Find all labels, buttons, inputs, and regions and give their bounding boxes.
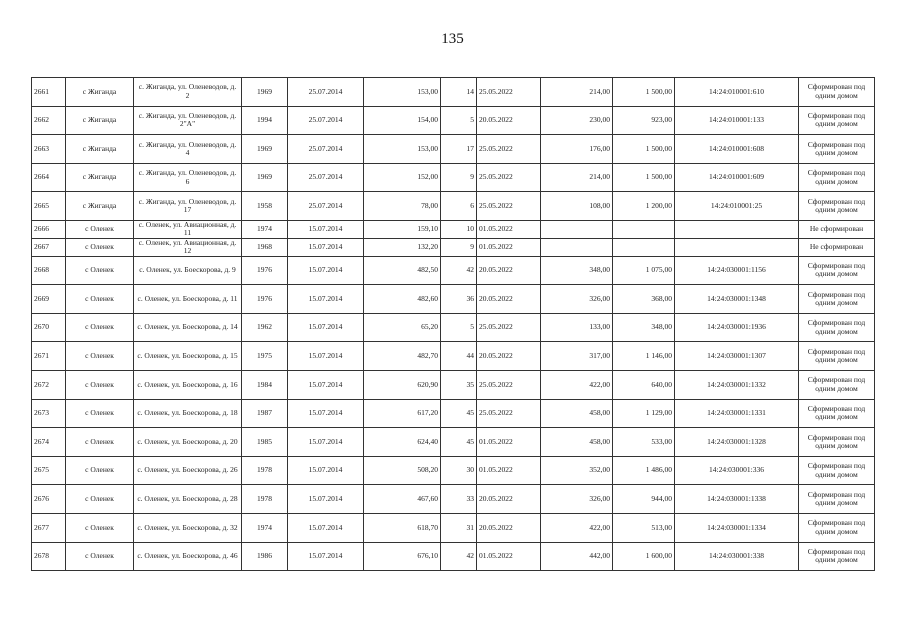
- build-year-cell: 1969: [242, 78, 288, 107]
- status-cell: Сформирован под одним домом: [799, 106, 875, 135]
- area-cell: 159,10: [364, 220, 441, 238]
- value-cell: 326,00: [541, 485, 613, 514]
- settlement-cell: с Оленек: [66, 485, 134, 514]
- build-year-cell: 1969: [242, 163, 288, 192]
- count-cell: 30: [441, 456, 477, 485]
- address-cell: с. Оленек, ул. Боескорова, д. 26: [134, 456, 242, 485]
- build-year-cell: 1968: [242, 238, 288, 256]
- count-cell: 33: [441, 485, 477, 514]
- settlement-cell: с Жиганда: [66, 106, 134, 135]
- date-cell: 20.05.2022: [477, 285, 541, 314]
- table-row: [32, 285, 875, 314]
- count-cell: 5: [441, 313, 477, 342]
- page-number: 135: [441, 31, 464, 47]
- value-cell: 317,00: [541, 342, 613, 371]
- registration-date-cell: 25.07.2014: [288, 78, 364, 107]
- date-cell: 25.05.2022: [477, 192, 541, 221]
- settlement-cell: с Оленек: [66, 513, 134, 542]
- settlement-cell: с Жиганда: [66, 135, 134, 164]
- cadastral-number-cell: 14:24:030001:1348: [675, 285, 799, 314]
- cadastral-number-cell: 14:24:030001:1332: [675, 370, 799, 399]
- address-cell: с. Оленек, ул. Авиационная, д. 12: [134, 238, 242, 256]
- address-cell: с. Оленек, ул. Боескорова, д. 46: [134, 542, 242, 571]
- area-cell: 65,20: [364, 313, 441, 342]
- status-cell: Сформирован под одним домом: [799, 542, 875, 571]
- date-cell: 25.05.2022: [477, 78, 541, 107]
- build-year-cell: 1974: [242, 513, 288, 542]
- status-cell: Не сформирован: [799, 238, 875, 256]
- area-cell: 153,00: [364, 135, 441, 164]
- area-cell: 624,40: [364, 428, 441, 457]
- cadastral-number-cell: 14:24:010001:133: [675, 106, 799, 135]
- address-cell: с. Оленек, ул. Боескорова, д. 14: [134, 313, 242, 342]
- value-cell: 422,00: [541, 370, 613, 399]
- date-cell: 20.05.2022: [477, 485, 541, 514]
- registration-date-cell: 15.07.2014: [288, 513, 364, 542]
- registration-date-cell: 25.07.2014: [288, 135, 364, 164]
- value-cell: 422,00: [541, 513, 613, 542]
- status-cell: Сформирован под одним домом: [799, 78, 875, 107]
- row-number: 2668: [32, 256, 66, 285]
- address-cell: с. Жиганда, ул. Оленеводов, д. 2"А": [134, 106, 242, 135]
- row-number: 2676: [32, 485, 66, 514]
- land-area-cell: 1 500,00: [613, 135, 675, 164]
- area-cell: 152,00: [364, 163, 441, 192]
- status-cell: Не сформирован: [799, 220, 875, 238]
- cadastral-number-cell: 14:24:030001:1338: [675, 485, 799, 514]
- value-cell: 214,00: [541, 78, 613, 107]
- table-row: [32, 313, 875, 342]
- table-row: [32, 542, 875, 571]
- cadastral-number-cell: 14:24:030001:1936: [675, 313, 799, 342]
- date-cell: 20.05.2022: [477, 513, 541, 542]
- row-number: 2670: [32, 313, 66, 342]
- area-cell: 154,00: [364, 106, 441, 135]
- land-area-cell: 1 146,00: [613, 342, 675, 371]
- area-cell: 676,10: [364, 542, 441, 571]
- settlement-cell: с Жиганда: [66, 163, 134, 192]
- table-row: [32, 238, 875, 256]
- row-number: 2678: [32, 542, 66, 571]
- settlement-cell: с Оленек: [66, 370, 134, 399]
- value-cell: 348,00: [541, 256, 613, 285]
- table-row: [32, 106, 875, 135]
- land-area-cell: 944,00: [613, 485, 675, 514]
- build-year-cell: 1984: [242, 370, 288, 399]
- build-year-cell: 1976: [242, 256, 288, 285]
- row-number: 2666: [32, 220, 66, 238]
- cadastral-number-cell: [675, 220, 799, 238]
- area-cell: 508,20: [364, 456, 441, 485]
- land-area-cell: 1 486,00: [613, 456, 675, 485]
- count-cell: 35: [441, 370, 477, 399]
- registration-date-cell: 15.07.2014: [288, 485, 364, 514]
- cadastral-number-cell: 14:24:030001:1331: [675, 399, 799, 428]
- registration-date-cell: 15.07.2014: [288, 542, 364, 571]
- area-cell: 482,50: [364, 256, 441, 285]
- count-cell: 6: [441, 192, 477, 221]
- count-cell: 31: [441, 513, 477, 542]
- build-year-cell: 1975: [242, 342, 288, 371]
- build-year-cell: 1987: [242, 399, 288, 428]
- date-cell: 20.05.2022: [477, 106, 541, 135]
- registration-date-cell: 15.07.2014: [288, 370, 364, 399]
- cadastral-number-cell: 14:24:030001:1328: [675, 428, 799, 457]
- value-cell: [541, 238, 613, 256]
- area-cell: 132,20: [364, 238, 441, 256]
- land-area-cell: 368,00: [613, 285, 675, 314]
- count-cell: 42: [441, 256, 477, 285]
- count-cell: 42: [441, 542, 477, 571]
- cadastral-number-cell: [675, 238, 799, 256]
- value-cell: 458,00: [541, 428, 613, 457]
- value-cell: 133,00: [541, 313, 613, 342]
- settlement-cell: с Оленек: [66, 542, 134, 571]
- count-cell: 14: [441, 78, 477, 107]
- area-cell: 467,60: [364, 485, 441, 514]
- row-number: 2674: [32, 428, 66, 457]
- area-cell: 153,00: [364, 78, 441, 107]
- build-year-cell: 1976: [242, 285, 288, 314]
- status-cell: Сформирован под одним домом: [799, 192, 875, 221]
- area-cell: 620,90: [364, 370, 441, 399]
- cadastral-number-cell: 14:24:030001:336: [675, 456, 799, 485]
- address-cell: с. Оленек, ул. Авиационная, д. 11: [134, 220, 242, 238]
- date-cell: 25.05.2022: [477, 135, 541, 164]
- date-cell: 25.05.2022: [477, 370, 541, 399]
- row-number: 2673: [32, 399, 66, 428]
- value-cell: 214,00: [541, 163, 613, 192]
- build-year-cell: 1974: [242, 220, 288, 238]
- land-area-cell: 1 129,00: [613, 399, 675, 428]
- value-cell: 458,00: [541, 399, 613, 428]
- row-number: 2667: [32, 238, 66, 256]
- value-cell: 108,00: [541, 192, 613, 221]
- registration-date-cell: 15.07.2014: [288, 313, 364, 342]
- land-area-cell: 1 500,00: [613, 78, 675, 107]
- build-year-cell: 1978: [242, 456, 288, 485]
- address-cell: с. Жиганда, ул. Оленеводов, д. 4: [134, 135, 242, 164]
- build-year-cell: 1986: [242, 542, 288, 571]
- date-cell: 01.05.2022: [477, 456, 541, 485]
- table-row: [32, 370, 875, 399]
- status-cell: Сформирован под одним домом: [799, 285, 875, 314]
- table-row: [32, 163, 875, 192]
- status-cell: Сформирован под одним домом: [799, 342, 875, 371]
- table-row: [32, 428, 875, 457]
- cadastral-number-cell: 14:24:010001:25: [675, 192, 799, 221]
- area-cell: 482,60: [364, 285, 441, 314]
- settlement-cell: с Оленек: [66, 399, 134, 428]
- value-cell: 176,00: [541, 135, 613, 164]
- address-cell: с. Оленек, ул. Боескорова, д. 28: [134, 485, 242, 514]
- registration-date-cell: 15.07.2014: [288, 342, 364, 371]
- value-cell: 442,00: [541, 542, 613, 571]
- table-row: [32, 485, 875, 514]
- count-cell: 9: [441, 163, 477, 192]
- status-cell: Сформирован под одним домом: [799, 428, 875, 457]
- count-cell: 45: [441, 399, 477, 428]
- date-cell: 01.05.2022: [477, 428, 541, 457]
- housing-register-table: [31, 77, 875, 571]
- build-year-cell: 1978: [242, 485, 288, 514]
- status-cell: Сформирован под одним домом: [799, 313, 875, 342]
- registration-date-cell: 15.07.2014: [288, 238, 364, 256]
- settlement-cell: с Оленек: [66, 285, 134, 314]
- address-cell: с. Оленек, ул. Боескорова, д. 32: [134, 513, 242, 542]
- status-cell: Сформирован под одним домом: [799, 485, 875, 514]
- count-cell: 5: [441, 106, 477, 135]
- row-number: 2671: [32, 342, 66, 371]
- table-row: [32, 456, 875, 485]
- land-area-cell: [613, 238, 675, 256]
- row-number: 2675: [32, 456, 66, 485]
- date-cell: 25.05.2022: [477, 313, 541, 342]
- row-number: 2669: [32, 285, 66, 314]
- cadastral-number-cell: 14:24:030001:1307: [675, 342, 799, 371]
- area-cell: 78,00: [364, 192, 441, 221]
- land-area-cell: [613, 220, 675, 238]
- build-year-cell: 1962: [242, 313, 288, 342]
- land-area-cell: 923,00: [613, 106, 675, 135]
- status-cell: Сформирован под одним домом: [799, 163, 875, 192]
- settlement-cell: с Оленек: [66, 456, 134, 485]
- land-area-cell: 533,00: [613, 428, 675, 457]
- status-cell: Сформирован под одним домом: [799, 370, 875, 399]
- row-number: 2672: [32, 370, 66, 399]
- area-cell: 618,70: [364, 513, 441, 542]
- value-cell: 352,00: [541, 456, 613, 485]
- registration-date-cell: 15.07.2014: [288, 399, 364, 428]
- table-row: [32, 256, 875, 285]
- table-row: [32, 78, 875, 107]
- count-cell: 36: [441, 285, 477, 314]
- land-area-cell: 1 600,00: [613, 542, 675, 571]
- registration-date-cell: 15.07.2014: [288, 456, 364, 485]
- area-cell: 482,70: [364, 342, 441, 371]
- address-cell: с. Оленек, ул. Боескорова, д. 15: [134, 342, 242, 371]
- land-area-cell: 1 075,00: [613, 256, 675, 285]
- count-cell: 44: [441, 342, 477, 371]
- status-cell: Сформирован под одним домом: [799, 513, 875, 542]
- row-number: 2661: [32, 78, 66, 107]
- status-cell: Сформирован под одним домом: [799, 399, 875, 428]
- row-number: 2663: [32, 135, 66, 164]
- settlement-cell: с Жиганда: [66, 192, 134, 221]
- land-area-cell: 1 200,00: [613, 192, 675, 221]
- build-year-cell: 1958: [242, 192, 288, 221]
- count-cell: 9: [441, 238, 477, 256]
- date-cell: 01.05.2022: [477, 238, 541, 256]
- area-cell: 617,20: [364, 399, 441, 428]
- registration-date-cell: 25.07.2014: [288, 163, 364, 192]
- land-area-cell: 1 500,00: [613, 163, 675, 192]
- value-cell: [541, 220, 613, 238]
- address-cell: с. Жиганда, ул. Оленеводов, д. 17: [134, 192, 242, 221]
- build-year-cell: 1969: [242, 135, 288, 164]
- address-cell: с. Жиганда, ул. Оленеводов, д. 6: [134, 163, 242, 192]
- land-area-cell: 640,00: [613, 370, 675, 399]
- build-year-cell: 1985: [242, 428, 288, 457]
- cadastral-number-cell: 14:24:030001:1156: [675, 256, 799, 285]
- table-row: [32, 220, 875, 238]
- address-cell: с. Жиганда, ул. Оленеводов, д. 2: [134, 78, 242, 107]
- registration-date-cell: 25.07.2014: [288, 192, 364, 221]
- build-year-cell: 1994: [242, 106, 288, 135]
- settlement-cell: с Жиганда: [66, 78, 134, 107]
- cadastral-number-cell: 14:24:010001:608: [675, 135, 799, 164]
- land-area-cell: 348,00: [613, 313, 675, 342]
- row-number: 2662: [32, 106, 66, 135]
- date-cell: 25.05.2022: [477, 163, 541, 192]
- cadastral-number-cell: 14:24:010001:610: [675, 78, 799, 107]
- registration-date-cell: 15.07.2014: [288, 428, 364, 457]
- cadastral-number-cell: 14:24:030001:1334: [675, 513, 799, 542]
- registration-date-cell: 15.07.2014: [288, 220, 364, 238]
- count-cell: 10: [441, 220, 477, 238]
- address-cell: с. Оленек, ул. Боескорова, д. 9: [134, 256, 242, 285]
- settlement-cell: с Оленек: [66, 342, 134, 371]
- table-row: [32, 135, 875, 164]
- address-cell: с. Оленек, ул. Боескорова, д. 20: [134, 428, 242, 457]
- row-number: 2665: [32, 192, 66, 221]
- date-cell: 01.05.2022: [477, 542, 541, 571]
- cadastral-number-cell: 14:24:030001:338: [675, 542, 799, 571]
- status-cell: Сформирован под одним домом: [799, 456, 875, 485]
- settlement-cell: с Оленек: [66, 238, 134, 256]
- table-row: [32, 192, 875, 221]
- date-cell: 25.05.2022: [477, 399, 541, 428]
- value-cell: 230,00: [541, 106, 613, 135]
- date-cell: 01.05.2022: [477, 220, 541, 238]
- value-cell: 326,00: [541, 285, 613, 314]
- settlement-cell: с Оленек: [66, 220, 134, 238]
- count-cell: 45: [441, 428, 477, 457]
- address-cell: с. Оленек, ул. Боескорова, д. 16: [134, 370, 242, 399]
- table-row: [32, 399, 875, 428]
- table-row: [32, 342, 875, 371]
- address-cell: с. Оленек, ул. Боескорова, д. 18: [134, 399, 242, 428]
- table-row: [32, 513, 875, 542]
- status-cell: Сформирован под одним домом: [799, 256, 875, 285]
- row-number: 2677: [32, 513, 66, 542]
- cadastral-number-cell: 14:24:010001:609: [675, 163, 799, 192]
- settlement-cell: с Оленек: [66, 256, 134, 285]
- status-cell: Сформирован под одним домом: [799, 135, 875, 164]
- address-cell: с. Оленек, ул. Боескорова, д. 11: [134, 285, 242, 314]
- registration-date-cell: 25.07.2014: [288, 106, 364, 135]
- settlement-cell: с Оленек: [66, 428, 134, 457]
- settlement-cell: с Оленек: [66, 313, 134, 342]
- registration-date-cell: 15.07.2014: [288, 285, 364, 314]
- land-area-cell: 513,00: [613, 513, 675, 542]
- count-cell: 17: [441, 135, 477, 164]
- row-number: 2664: [32, 163, 66, 192]
- date-cell: 20.05.2022: [477, 342, 541, 371]
- registration-date-cell: 15.07.2014: [288, 256, 364, 285]
- date-cell: 20.05.2022: [477, 256, 541, 285]
